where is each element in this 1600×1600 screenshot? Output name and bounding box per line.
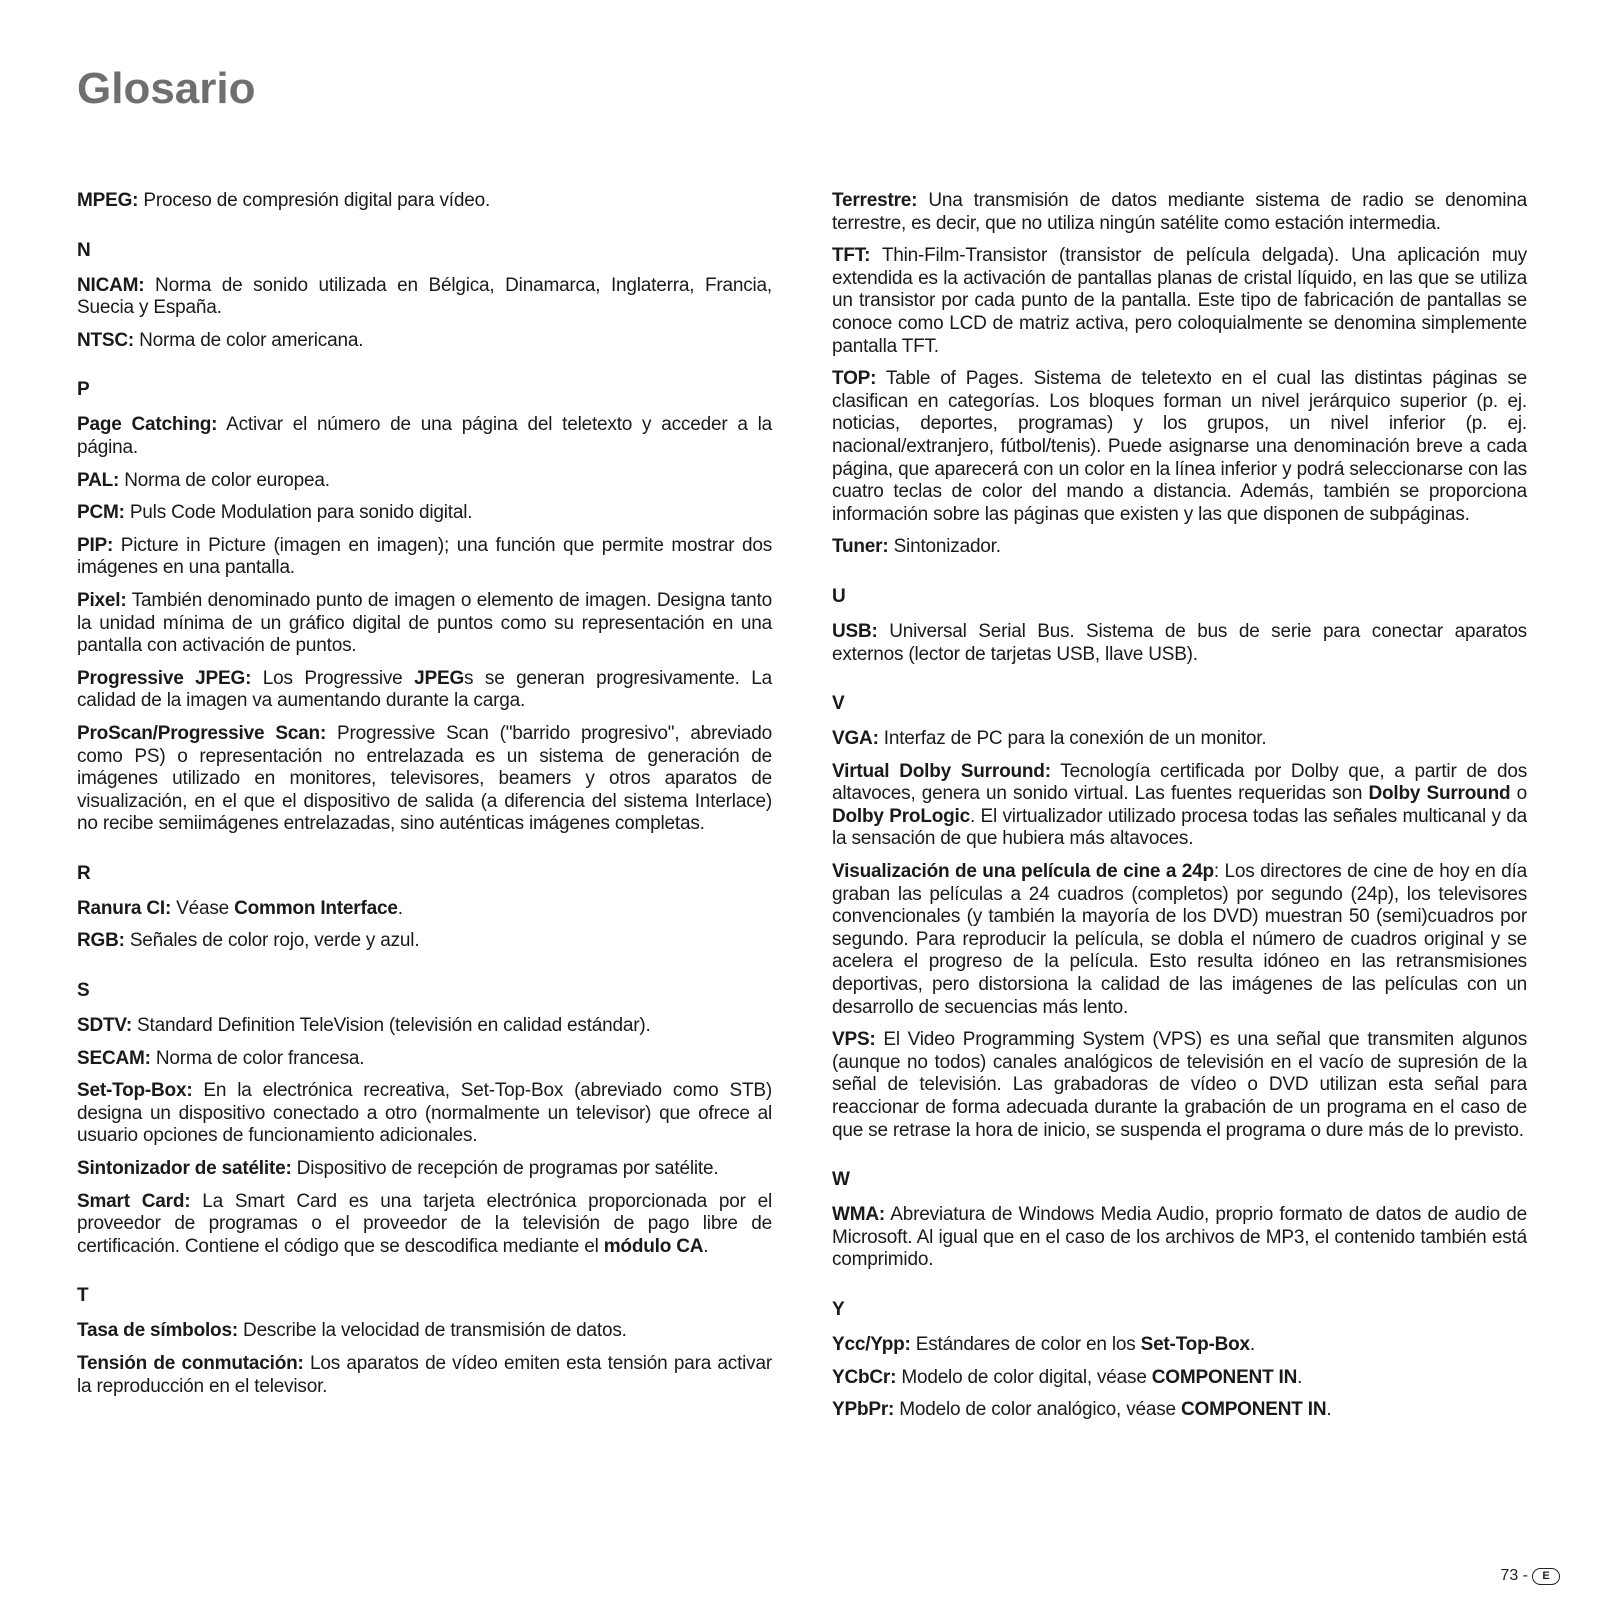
glossary-term: Smart Card: bbox=[77, 1190, 191, 1212]
glossary-entry bbox=[77, 898, 772, 921]
language-badge: E bbox=[1532, 1568, 1560, 1585]
glossary-entry bbox=[832, 861, 1527, 1019]
glossary-term: YPbPr: bbox=[832, 1399, 895, 1421]
glossary-entry bbox=[77, 1048, 772, 1071]
definition-text: Norma de color francesa. bbox=[150, 1047, 365, 1069]
definition-text: . bbox=[1297, 1366, 1303, 1388]
glossary-entry bbox=[77, 1158, 772, 1181]
definition-text: Thin-Film-Transistor (transistor de película delgada). Una aplicación muy extendida es la activación de pantallas planas de cristal líquido, en las que se utiliza un transistor por cada punto de la pantalla. Este tipo de fabricación de pantallas se conoce como LCD de matriz activa, pero coloquialmente se denomina simplemente pantalla TFT. bbox=[832, 245, 1527, 357]
glossary-entry bbox=[77, 1320, 772, 1343]
definition-text: La Smart Card es una tarjeta electrónica proporcionada por el proveedor de programas o el proveedor de la televisión de pago libre de certificación. Contiene el código que se descodifica mediante el bbox=[77, 1190, 772, 1257]
definition-text: También denominado punto de imagen o elemento de imagen. Designa tanto la unidad mínima de un gráfico digital de puntos como su representación en una pantalla con activación de puntos. bbox=[77, 589, 772, 657]
definition-text: Estándares de color en los bbox=[910, 1333, 1141, 1355]
glossary-term: SECAM: bbox=[77, 1047, 151, 1069]
definition-text: Norma de color americana. bbox=[134, 329, 364, 351]
definition-text: Interfaz de PC para la conexión de un monitor. bbox=[878, 728, 1267, 750]
glossary-term: Ranura CI: bbox=[77, 897, 172, 919]
glossary-term: YCbCr: bbox=[832, 1366, 897, 1388]
glossary-term: Sintonizador de satélite: bbox=[77, 1158, 292, 1180]
definition-text: Standard Definition TeleVision (televisión en calidad estándar). bbox=[131, 1015, 651, 1037]
definition-text: s se generan progresivamente. La calidad de la imagen va aumentando durante la carga. bbox=[77, 667, 773, 712]
section-letter: V bbox=[832, 693, 845, 715]
glossary-entry bbox=[832, 621, 1527, 666]
definition-text: o bbox=[1510, 783, 1528, 805]
section-letter: N bbox=[77, 239, 91, 261]
glossary-entry bbox=[77, 502, 772, 525]
definition-text: . bbox=[397, 897, 403, 919]
cross-reference: COMPONENT IN bbox=[1180, 1399, 1327, 1421]
glossary-term: Pixel: bbox=[77, 589, 127, 611]
glossary-term: Visualización de una película de cine a 24p bbox=[832, 861, 1214, 883]
glossary-entry bbox=[832, 1334, 1527, 1357]
cross-reference: COMPONENT IN bbox=[1151, 1366, 1298, 1388]
glossary-term: Virtual Dolby Surround: bbox=[832, 760, 1051, 782]
definition-text: Dispositivo de recepción de programas por satélite. bbox=[291, 1158, 719, 1180]
definition-text: Describe la velocidad de transmisión de datos. bbox=[237, 1320, 627, 1342]
glossary-left-column bbox=[77, 190, 772, 1408]
definition-text: Progressive Scan ("barrido progresivo", abreviado como PS) o representación no entrelazada es un sistema de generación de imágenes utilizado en monitores, televisores, beamers y otros aparatos de visualización, en el que el dispositivo de salida (a diferencia del sistema Interlace) no recibe semiimágenes entrelazadas, sino auténticas imágenes completas. bbox=[77, 722, 772, 835]
glossary-right-column bbox=[832, 190, 1527, 1432]
definition-text: Puls Code Modulation para sonido digital. bbox=[124, 502, 473, 524]
definition-text: Modelo de color analógico, véase bbox=[894, 1399, 1181, 1421]
glossary-entry bbox=[77, 930, 772, 953]
glossary-term: TFT: bbox=[832, 245, 871, 267]
cross-reference: Dolby Surround bbox=[1368, 783, 1511, 805]
glossary-entry bbox=[77, 330, 772, 353]
glossary-entry bbox=[832, 1367, 1527, 1390]
definition-text: : Los directores de cine de hoy en día graban las películas a 24 cuadros (completos) por segundo (24p), los televisores convencionales (y también la mayoría de los DVD) muestran 50 (semi)cuadros por segundo. Para reproducir la película, se dobla el número de cuadros original y se acelera el progreso de la película. Esto resulta idóneo en las retransmisiones deportivas, pero distorsiona la calidad de las imágenes de las películas con un desarrollo de secuencias más lento. bbox=[832, 861, 1527, 1018]
glossary-term: Terrestre: bbox=[832, 190, 918, 211]
glossary-term: VPS: bbox=[832, 1029, 876, 1051]
definition-text: Los Progressive bbox=[251, 667, 415, 689]
glossary-entry bbox=[77, 470, 772, 493]
glossary-entry bbox=[77, 1015, 772, 1038]
glossary-entry bbox=[77, 590, 772, 658]
glossary-entry bbox=[77, 1353, 772, 1398]
definition-text: . El virtualizador utilizado procesa todas las señales multicanal y da la sensación de que hubiera más altavoces. bbox=[832, 805, 1527, 850]
glossary-term: PIP: bbox=[77, 534, 114, 556]
definition-text: . bbox=[1249, 1333, 1256, 1355]
page-title: Glosario bbox=[77, 64, 256, 113]
glossary-term: Set-Top-Box: bbox=[77, 1080, 193, 1102]
glossary-entry bbox=[77, 190, 772, 213]
glossary-term: VGA: bbox=[832, 728, 879, 750]
glossary-term: SDTV: bbox=[77, 1015, 132, 1037]
section-letter: Y bbox=[832, 1298, 845, 1320]
definition-text: Abreviatura de Windows Media Audio, proprio formato de datos de audio de Microsoft. Al igual que en el caso de los archivos de MP3, el contenido también está comprimido. bbox=[832, 1204, 1527, 1271]
cross-reference: Dolby ProLogic bbox=[832, 805, 970, 827]
definition-text: Norma de sonido utilizada en Bélgica, Dinamarca, Inglaterra, Francia, Suecia y España. bbox=[77, 274, 772, 319]
definition-text: Sintonizador. bbox=[888, 536, 1001, 558]
glossary-term: RGB: bbox=[77, 930, 125, 952]
glossary-term: WMA: bbox=[832, 1204, 886, 1226]
glossary-entry bbox=[832, 728, 1527, 751]
glossary-term: PAL: bbox=[77, 469, 120, 491]
section-letter: W bbox=[832, 1169, 850, 1191]
glossary-entry bbox=[77, 723, 772, 836]
glossary-entry bbox=[77, 1080, 772, 1148]
definition-text: Una transmisión de datos mediante sistema de radio se denomina terrestre, es decir, que no utiliza ningún satélite como estación intermedia. bbox=[832, 190, 1527, 234]
glossary-entry bbox=[832, 190, 1527, 235]
glossary-entry bbox=[77, 275, 772, 320]
definition-text: Picture in Picture (imagen en imagen); una función que permite mostrar dos imágenes en una pantalla. bbox=[77, 534, 772, 579]
definition-text: Norma de color europea. bbox=[119, 469, 330, 491]
glossary-term: USB: bbox=[832, 620, 878, 642]
glossary-term: Page Catching: bbox=[77, 414, 218, 436]
glossary-term: TOP: bbox=[832, 368, 877, 390]
glossary-term: Tensión de conmutación: bbox=[77, 1353, 304, 1374]
glossary-entry bbox=[832, 368, 1527, 526]
glossary-term: NICAM: bbox=[77, 274, 145, 296]
definition-text: Activar el número de una página del teletexto y acceder a la página. bbox=[77, 414, 772, 458]
glossary-term: ProScan/Progressive Scan: bbox=[77, 722, 327, 744]
definition-text: Véase bbox=[171, 897, 235, 919]
glossary-entry bbox=[832, 1204, 1527, 1272]
definition-text: Señales de color rojo, verde y azul. bbox=[124, 930, 420, 952]
cross-reference: JPEG bbox=[414, 667, 465, 689]
glossary-term: NTSC: bbox=[77, 329, 135, 351]
glossary-entry bbox=[77, 535, 772, 580]
glossary-term: Progressive JPEG: bbox=[77, 667, 252, 689]
glossary-entry bbox=[832, 761, 1527, 851]
section-letter: R bbox=[77, 862, 91, 884]
glossary-entry bbox=[77, 668, 772, 713]
glossary-entry bbox=[832, 1029, 1527, 1142]
glossary-entry bbox=[77, 1191, 772, 1259]
page-footer bbox=[1500, 1567, 1560, 1585]
section-letter: S bbox=[77, 980, 90, 1002]
definition-text: El Video Programming System (VPS) es una señal que transmiten algunos (aunque no todos) canales analógicos de televisión en el vacío de supresión de la señal de televisión. Las grabadoras de vídeo o DVD utilizan esta señal para reaccionar de forma adecuada durante la grabación de un programa en el caso de que se retrase la hora de inicio, se suspenda el programa o dure más de lo previsto. bbox=[832, 1029, 1527, 1141]
glossary-entry bbox=[832, 536, 1527, 559]
cross-reference: módulo CA bbox=[603, 1235, 704, 1257]
section-letter: T bbox=[77, 1285, 89, 1307]
definition-text: Modelo de color digital, véase bbox=[896, 1366, 1152, 1388]
definition-text: En la electrónica recreativa, Set-Top-Box (abreviado como STB) designa un dispositivo conectado a otro (normalmente un televisor) que ofrece al usuario opciones de funcionamiento adicionales. bbox=[77, 1080, 772, 1147]
section-letter: U bbox=[832, 585, 846, 607]
glossary-entry bbox=[832, 1399, 1527, 1422]
glossary-term: Tasa de símbolos: bbox=[77, 1320, 238, 1342]
definition-text: Universal Serial Bus. Sistema de bus de serie para conectar aparatos externos (lector de tarjetas USB, llave USB). bbox=[832, 620, 1527, 665]
cross-reference: Set-Top-Box bbox=[1140, 1333, 1250, 1355]
definition-text: Proceso de compresión digital para vídeo. bbox=[138, 190, 491, 211]
section-letter: P bbox=[77, 379, 90, 401]
glossary-term: Ycc/Ypp: bbox=[832, 1333, 911, 1355]
page-number: 73 - bbox=[1500, 1567, 1528, 1584]
definition-text: Table of Pages. Sistema de teletexto en el cual las distintas páginas se clasifican en categorías. Los bloques forman un nivel jerárquico superior (p. ej. noticias, deportes, programas) y los grupos, un nivel inferior (p. ej. nacional/extranjero, fútbol/tenis). Puede asignarse una denominación breve a cada página, que aparecerá con un color en la línea inferior y podrá seleccionarse con las cuatro teclas de color del mando a distancia. Además, también se proporciona información sobre las páginas que existen y las que disponen de subpáginas. bbox=[832, 368, 1527, 525]
glossary-term: PCM: bbox=[77, 502, 125, 524]
definition-text: . bbox=[1326, 1399, 1332, 1421]
definition-text: Tecnología certificada por Dolby que, a partir de dos altavoces, genera un sonido virtual. Las fuentes requeridas son bbox=[832, 760, 1527, 805]
glossary-term: MPEG: bbox=[77, 190, 139, 211]
cross-reference: Common Interface bbox=[234, 897, 398, 919]
definition-text: Los aparatos de vídeo emiten esta tensión para activar la reproducción en el televisor. bbox=[77, 1353, 772, 1397]
glossary-term: Tuner: bbox=[832, 536, 889, 558]
glossary-entry bbox=[832, 245, 1527, 358]
glossary-entry bbox=[77, 414, 772, 459]
definition-text: . bbox=[703, 1235, 709, 1257]
